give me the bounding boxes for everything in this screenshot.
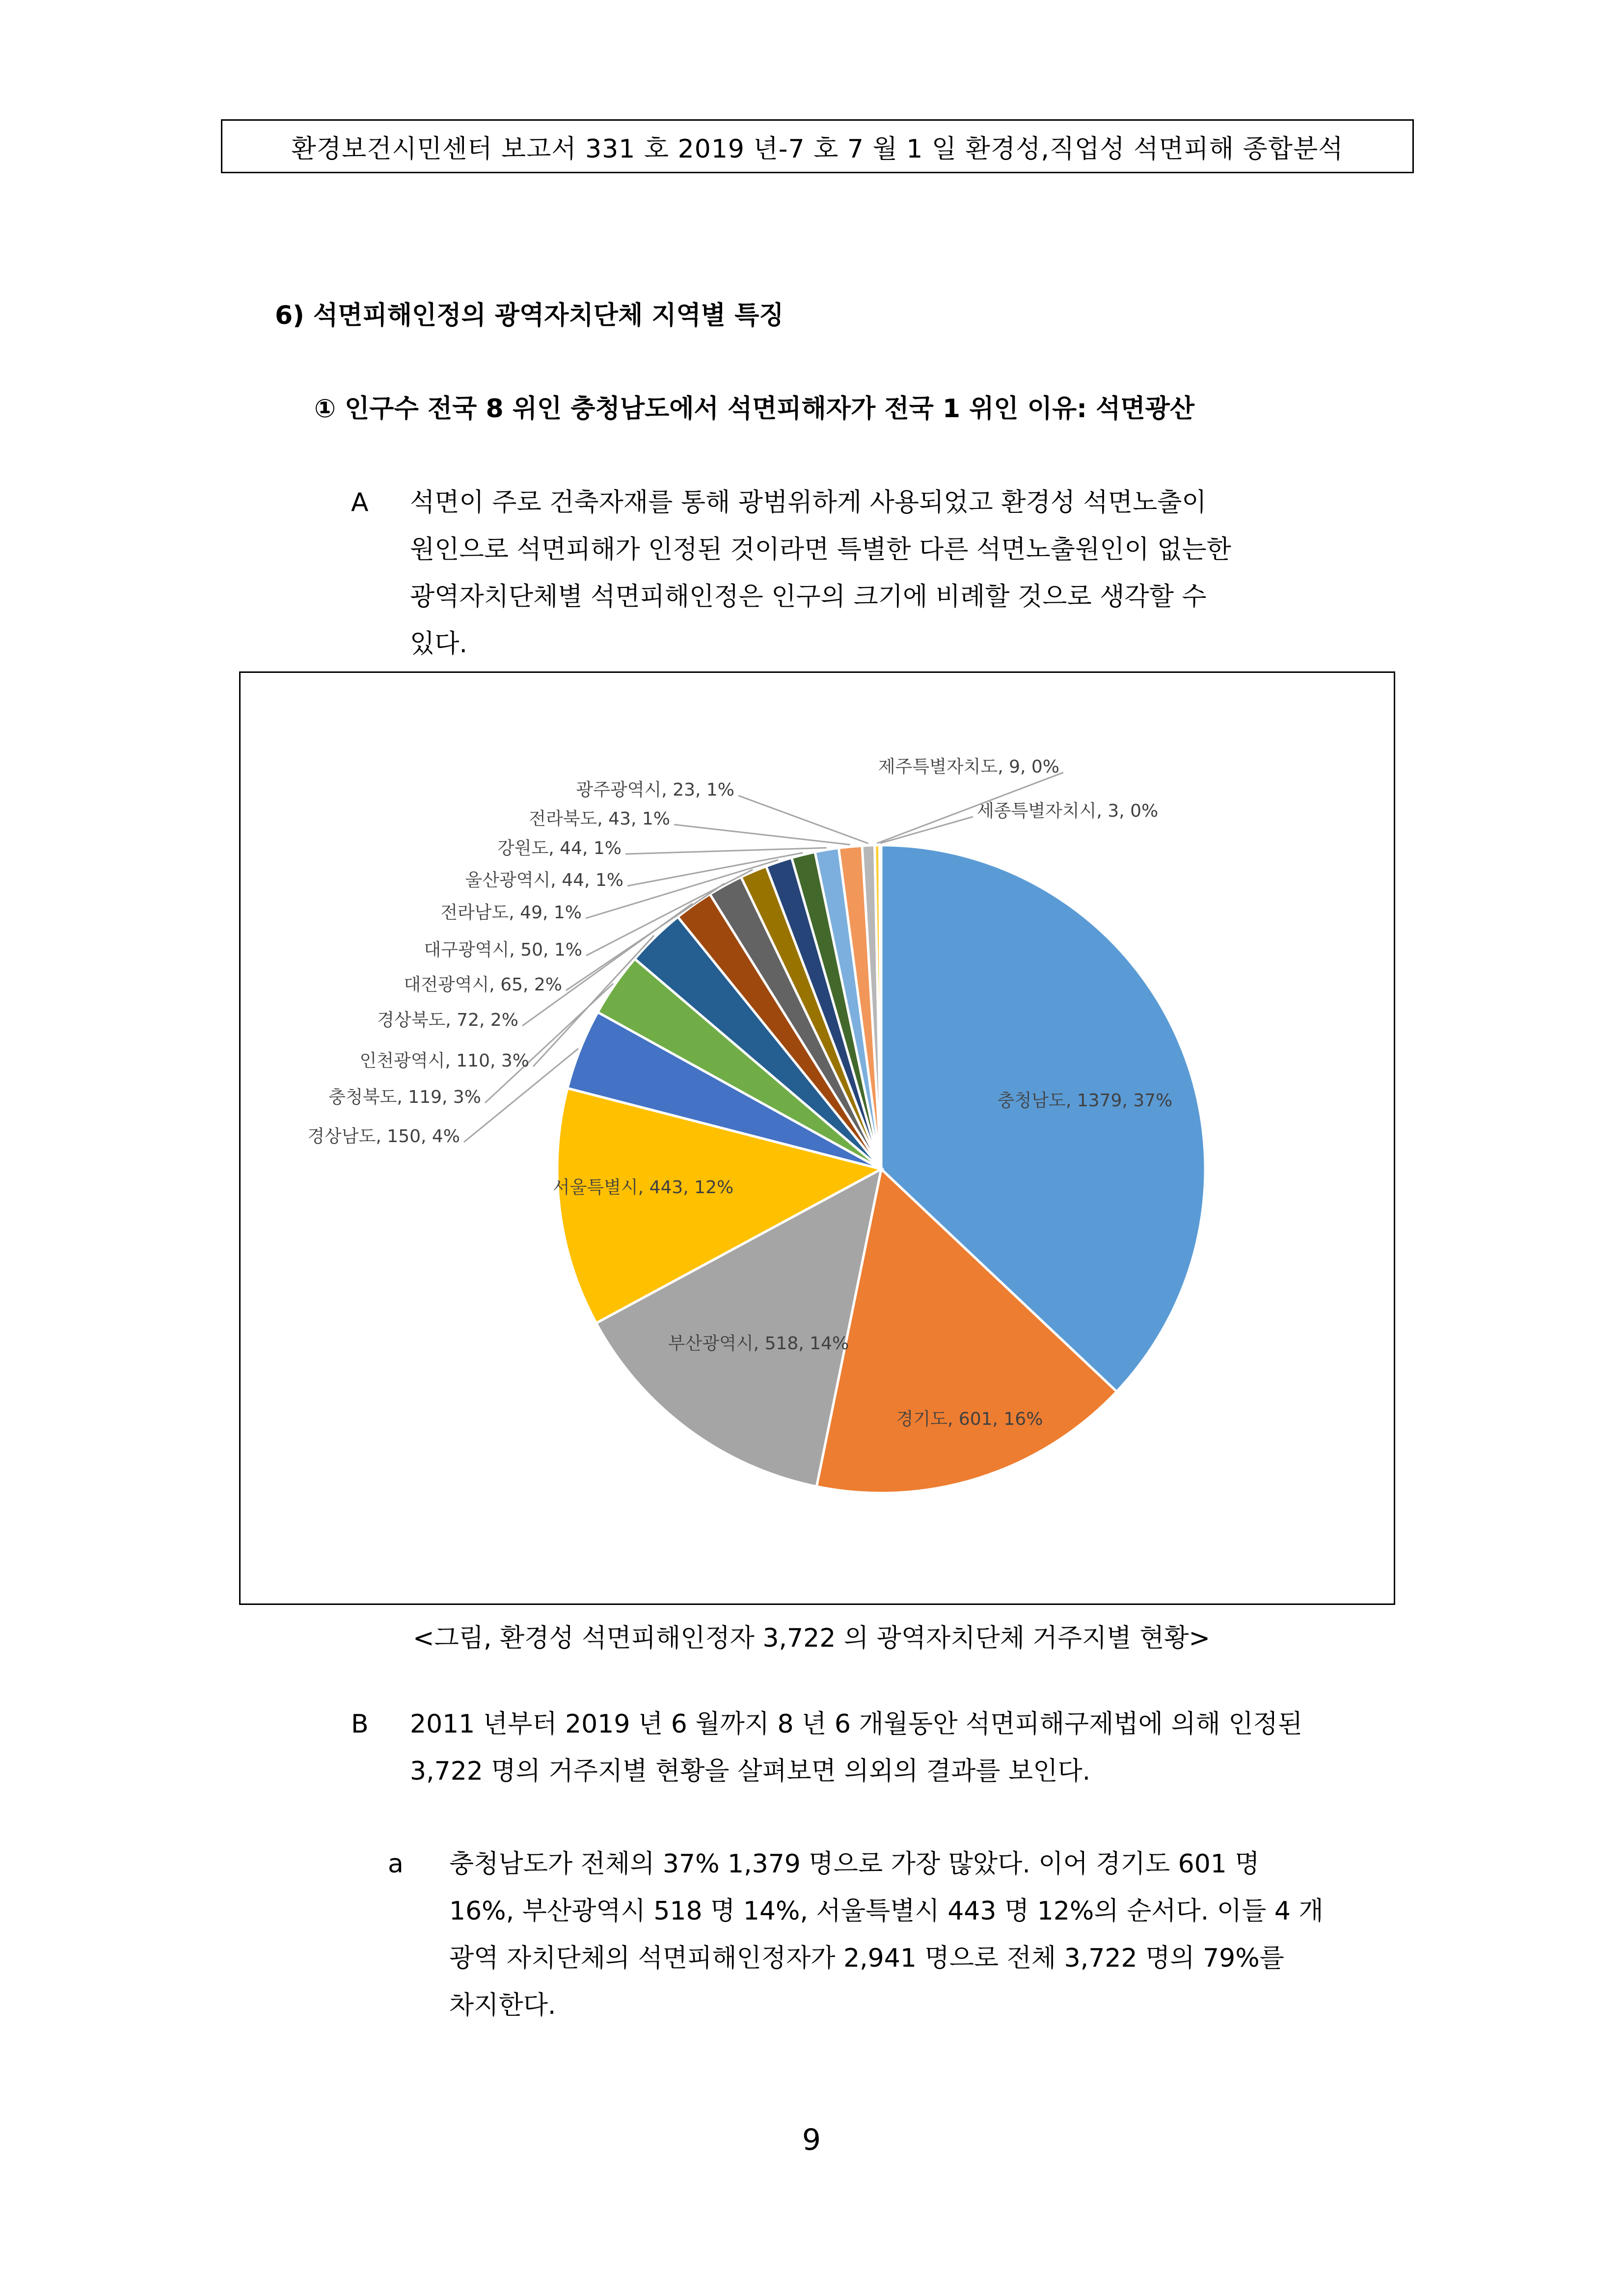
paragraph-marker: a: [388, 1849, 404, 1879]
paragraph-a: [351, 479, 1231, 667]
section-title: 6) 석면피해인정의 광역자치단체 지역별 특징: [275, 301, 784, 330]
paragraph-line: 16%, 부산광역시 518 명 14%, 서울특별시 443 명 12%의 순서다. 이들 4 개: [449, 1896, 1324, 1926]
paragraph-line: 석면이 주로 건축자재를 통해 광범위하게 사용되었고 환경성 석면노출이: [410, 488, 1207, 517]
data-label-12: 울산광역시, 44, 1%: [465, 870, 623, 890]
paragraph-marker: A: [351, 488, 369, 517]
report-header: 환경보건시민센터 보고서 331 호 2019 년-7 호 7 월 1 일 환경성,직업성 석면피해 종합분석: [221, 119, 1414, 173]
data-label-3: 부산광역시, 518, 14%: [668, 1334, 849, 1354]
data-label-1: 충청남도, 1379, 37%: [997, 1091, 1173, 1111]
paragraph-marker: B: [351, 1709, 369, 1739]
data-label-10: 대구광역시, 50, 1%: [424, 940, 582, 960]
data-label-14: 전라북도, 43, 1%: [529, 809, 670, 829]
data-label-17: 세종특별자치시, 3, 0%: [977, 801, 1159, 821]
data-label-8: 경상북도, 72, 2%: [377, 1010, 518, 1030]
page-number: 9: [802, 2123, 821, 2157]
leader-line-15: [738, 796, 868, 844]
paragraph-line: 충청남도가 전체의 37% 1,379 명으로 가장 많았다. 이어 경기도 601 명: [449, 1849, 1260, 1879]
data-label-16: 제주특별자치도, 9, 0%: [878, 757, 1059, 777]
paragraph-line: 차지한다.: [449, 1991, 556, 2020]
pie-chart: [241, 673, 1394, 1603]
pie-chart-frame: [239, 671, 1395, 1605]
data-label-15: 광주광역시, 23, 1%: [576, 780, 734, 800]
data-label-11: 전라남도, 49, 1%: [440, 903, 582, 923]
paragraph-line: 광역 자치단체의 석면피해인정자가 2,941 명으로 전체 3,722 명의 79%를: [449, 1944, 1284, 1973]
leader-line-17: [880, 817, 973, 843]
data-label-9: 대전광역시, 65, 2%: [404, 975, 562, 995]
paragraph-line: 있다.: [410, 629, 467, 659]
data-label-6: 충청북도, 119, 3%: [328, 1087, 481, 1107]
data-label-13: 강원도, 44, 1%: [497, 838, 622, 858]
pie-slice-17: [880, 845, 881, 1169]
figure-caption: <그림, 환경성 석면피해인정자 3,722 의 광역자치단체 거주지별 현황>: [412, 1624, 1211, 1653]
subsection-title: ① 인구수 전국 8 위인 충청남도에서 석면피해자가 전국 1 위인 이유: 석면광산: [314, 394, 1195, 424]
data-label-5: 경상남도, 150, 4%: [307, 1126, 460, 1147]
paragraph-line: 3,722 명의 거주지별 현황을 살펴보면 의외의 결과를 보인다.: [410, 1757, 1091, 1786]
leader-line-13: [625, 848, 826, 854]
data-label-4: 서울특별시, 443, 12%: [552, 1177, 734, 1198]
paragraph-b: [351, 1701, 1303, 1795]
paragraph-line: 2011 년부터 2019 년 6 월까지 8 년 6 개월동안 석면피해구제법에 의해 인정된: [410, 1709, 1303, 1739]
paragraph-b-a: [388, 1841, 1324, 2029]
data-label-2: 경기도, 601, 16%: [896, 1409, 1043, 1429]
data-label-7: 인천광역시, 110, 3%: [359, 1051, 529, 1071]
paragraph-line: 광역자치단체별 석면피해인정은 인구의 크기에 비례할 것으로 생각할 수: [410, 582, 1207, 612]
paragraph-line: 원인으로 석면피해가 인정된 것이라면 특별한 다른 석면노출원인이 없는한: [410, 535, 1231, 564]
